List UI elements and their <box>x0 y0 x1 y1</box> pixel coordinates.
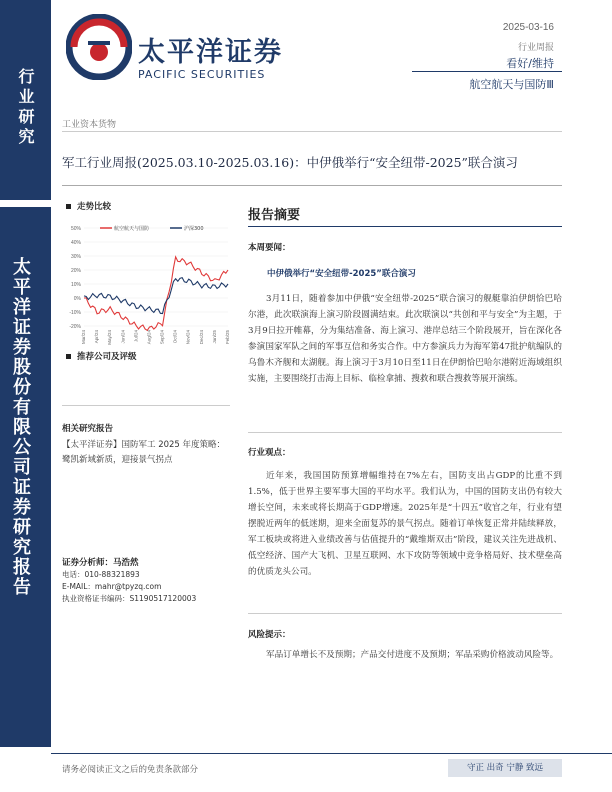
x-tick-label: Sep/24 <box>159 330 165 345</box>
x-tick-label: Mar/24 <box>81 330 86 345</box>
y-tick-label: 50% <box>70 226 81 232</box>
risk-label: 风险提示： <box>248 630 291 640</box>
summary-heading: 报告摘要 <box>248 208 301 223</box>
y-tick-label: -20% <box>69 324 81 330</box>
x-tick-label: Jun/24 <box>120 330 126 344</box>
risk-body: 军品订单增长不及预期；产品交付进度不及预期；军品采购价格波动风险等。 <box>266 650 559 660</box>
footer-motto-box <box>448 759 562 777</box>
footer-motto: 守正 出奇 宁静 致远 <box>466 763 544 773</box>
title-divider-top <box>62 131 562 132</box>
news-body: 3月11日，随着参加中伊俄“安全纽带-2025”联合演习的舰艇靠泊伊朗恰巴哈尔港，此次联演海上演习阶段圆满结束。此次联演以“共创和平与安全”为主题，于3月9日拉开帷幕，分为集结准备、海上演习、港岸总结三个阶段展开，旨在深化各参演国家军队之间的军事互信和务实合作。中方参演兵力为海军第47批护航编队的乌鲁木齐舰和太湖舰。海上演习于3月10日至11日在伊朗恰巴哈尔港附近海域组织实施，主要围绕打击海上目标、临检拿捕、搜救和联合搜救等展开演练。 <box>248 294 562 384</box>
report-title: 军工行业周报(2025.03.10-2025.03.16)：中伊俄举行“安全纽带-2025”联合演习 <box>62 155 518 170</box>
x-tick-label: May/24 <box>107 330 113 345</box>
industry-name: 航空航天与国防Ⅲ <box>469 78 554 91</box>
recommend-divider <box>62 405 230 406</box>
x-tick-label: Jul/24 <box>133 330 139 343</box>
report-type: 行业周报 <box>517 43 554 53</box>
summary-divider <box>248 226 562 227</box>
y-tick-label: 40% <box>70 240 81 246</box>
rating: 看好/维持 <box>506 57 554 70</box>
x-tick-label: Oct/24 <box>172 330 178 344</box>
risk-divider <box>248 613 562 614</box>
analyst-email[interactable]: E-MAIL：mahr@tpyzq.com <box>62 582 162 591</box>
series-line-industry <box>84 257 228 331</box>
y-tick-label: 20% <box>70 268 81 274</box>
analyst-cert: 执业资格证书编码：S1190517120003 <box>62 594 197 603</box>
recommend-label-text: 推荐公司及评级 <box>77 352 137 362</box>
trend-label-text: 走势比较 <box>77 202 112 212</box>
logo <box>66 14 366 84</box>
x-tick-label: Jan/25 <box>211 330 217 344</box>
sidebar-top-label: 行业研究 <box>16 68 35 148</box>
x-tick-label: Aug/24 <box>146 330 152 345</box>
related-title: 相关研究报告 <box>62 424 114 434</box>
related-text[interactable]: 【太平洋证券】国防军工 2025 年度策略：鹭凯新域新质，迎接景气拐点 <box>62 440 226 465</box>
bullet-icon <box>66 204 71 209</box>
x-tick-label: Nov/24 <box>185 330 191 345</box>
sidebar-main-band <box>0 207 51 747</box>
footer-line <box>51 753 612 754</box>
trend-label <box>66 200 111 212</box>
legend-label: 沪深300 <box>184 226 204 232</box>
title-divider <box>62 185 562 186</box>
series-line-csi300 <box>84 278 228 314</box>
category: 工业资本货物 <box>62 120 117 130</box>
legend-label: 航空航天与国防 <box>114 226 150 232</box>
header-divider <box>412 71 562 72</box>
logo-cn: 太平洋证券 <box>138 37 283 68</box>
trend-chart <box>60 218 235 348</box>
logo-mark-icon <box>66 14 132 80</box>
x-tick-label: Feb/25 <box>225 330 230 345</box>
analyst-title: 证券分析师：马浩然 <box>62 558 139 568</box>
sidebar-main-label: 太平洋证券股份有限公司证券研究报告 <box>10 257 31 597</box>
y-tick-label: 30% <box>70 254 81 260</box>
report-date: 2025-03-16 <box>502 22 554 33</box>
news-title: 中伊俄举行“安全纽带-2025”联合演习 <box>267 269 416 279</box>
footer-disclaimer: 请务必阅读正文之后的免责条款部分 <box>62 765 199 775</box>
view-divider <box>248 432 562 433</box>
recommend-label <box>66 350 137 362</box>
y-tick-label: 10% <box>70 282 81 288</box>
weekly-label: 本周要闻： <box>248 243 291 253</box>
x-tick-label: Apr/24 <box>94 330 100 344</box>
view-label: 行业观点： <box>248 448 291 458</box>
y-tick-label: 0% <box>73 296 81 302</box>
logo-en: PACIFIC SECURITIES <box>138 68 266 81</box>
view-body: 近年来，我国国防预算增幅维持在7%左右，国防支出占GDP的比重不到1.5%，低于世界主要军事大国的平均水平。我们认为，中国的国防支出仍有较大增长空间，未来或将长期高于GDP增速。2025年是“十四五”收官之年，行业有望摆脱近两年的低迷期，迎来全面复苏的景气拐点。随着订单恢复正常并陆续释放，军工板块或将进入业绩改善与估值提升的“戴维斯双击”阶段，建议关注先进战机、低空经济、国产大飞机、卫星互联网、水下攻防等领域中竞争格局好、技术壁垒高的优质龙头公司。 <box>248 471 562 577</box>
bullet-icon <box>66 354 71 359</box>
analyst-phone: 电话：010-88321893 <box>62 570 140 579</box>
y-tick-label: -10% <box>69 310 81 316</box>
x-tick-label: Dec/24 <box>198 330 204 345</box>
sidebar-top-band <box>0 0 51 200</box>
